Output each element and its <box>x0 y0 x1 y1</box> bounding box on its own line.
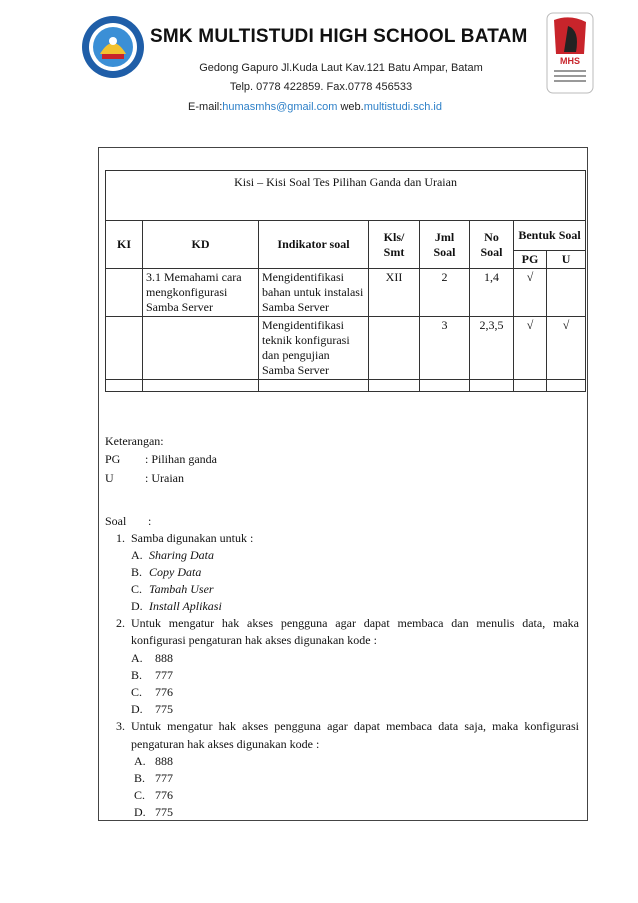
option-text: 777 <box>155 668 173 682</box>
option-text: Tambah User <box>149 582 214 596</box>
cell-no: 2,3,5 <box>470 317 514 380</box>
keterangan-code: PG <box>105 452 121 466</box>
option-text: 775 <box>155 805 173 819</box>
contact-line <box>0 101 634 113</box>
cell-kd <box>143 317 259 380</box>
cell-u: √ <box>547 317 586 380</box>
email-link[interactable]: humasmhs@gmail.com <box>222 101 338 113</box>
option-letter: C. <box>131 685 143 699</box>
cell-u <box>547 269 586 317</box>
option-letter: C. <box>134 788 146 802</box>
school-name-title: SMK MULTISTUDI HIGH SCHOOL BATAM <box>150 26 528 47</box>
question-number: 1. <box>116 531 125 545</box>
question-text: Untuk mengatur hak akses pengguna agar dapat membaca dan menulis data, maka <box>131 616 579 630</box>
header-ki: KI <box>106 221 143 269</box>
cell-kls: XII <box>369 269 420 317</box>
cell-indikator: Mengidentifikasi teknik konfigurasi dan pengujian Samba Server <box>259 317 369 380</box>
keterangan-desc: : Uraian <box>145 471 184 485</box>
table-row-empty <box>106 380 586 392</box>
cell-ki <box>106 317 143 380</box>
cell-pg: √ <box>514 317 547 380</box>
option-text: Install Aplikasi <box>149 599 222 613</box>
cell-indikator: Mengidentifikasi bahan untuk instalasi Samba Server <box>259 269 369 317</box>
option-letter: A. <box>131 548 143 562</box>
keterangan-title: Keterangan: <box>105 434 164 448</box>
option-letter: D. <box>131 702 143 716</box>
soal-colon: : <box>148 514 152 528</box>
option-letter: B. <box>131 668 143 682</box>
option-text: 888 <box>155 651 173 665</box>
cell-no: 1,4 <box>470 269 514 317</box>
header-u: U <box>547 251 586 269</box>
phone-line: Telp. 0778 422859. Fax.0778 456533 <box>229 81 413 93</box>
cell-jml: 2 <box>420 269 470 317</box>
option-letter: B. <box>131 565 143 579</box>
option-letter: A. <box>131 651 143 665</box>
keterangan-code: U <box>105 471 114 485</box>
option-letter: D. <box>131 599 143 613</box>
cell-pg: √ <box>514 269 547 317</box>
option-text: 776 <box>155 788 173 802</box>
header-indikator: Indikator soal <box>259 221 369 269</box>
question-number: 3. <box>116 719 125 733</box>
question-text: Untuk mengatur hak akses pengguna agar dapat membaca data saja, maka konfigurasi <box>131 719 579 733</box>
cell-jml: 3 <box>420 317 470 380</box>
option-text: Sharing Data <box>149 548 215 562</box>
header-no-soal: No Soal <box>470 221 514 269</box>
table-caption: Kisi – Kisi Soal Tes Pilihan Ganda dan Uraian <box>106 171 586 221</box>
table-row <box>106 269 586 317</box>
web-link[interactable]: multistudi.sch.id <box>363 101 442 113</box>
header-kls-smt: Kls/ Smt <box>369 221 420 269</box>
mhs-logo-text: MHS <box>560 56 580 66</box>
option-text: 775 <box>155 702 173 716</box>
question-text-cont: pengaturan hak akses digunakan kode : <box>131 737 320 751</box>
email-label: E-mail: <box>188 101 223 113</box>
question-text-cont: konfigurasi pengaturan hak akses digunakan kode : <box>131 633 377 647</box>
header-kd: KD <box>143 221 259 269</box>
option-letter: C. <box>131 582 143 596</box>
soal-label: Soal <box>105 514 127 528</box>
option-text: 776 <box>155 685 173 699</box>
cell-ki <box>106 269 143 317</box>
option-letter: B. <box>134 771 146 785</box>
cell-kls <box>369 317 420 380</box>
header-bentuk-soal: Bentuk Soal <box>514 221 586 251</box>
option-text: 888 <box>155 754 173 768</box>
header-jml-soal: Jml Soal <box>420 221 470 269</box>
question-number: 2. <box>116 616 125 630</box>
option-text: Copy Data <box>149 565 202 579</box>
header-pg: PG <box>514 251 547 269</box>
option-letter: A. <box>134 754 146 768</box>
option-text: 777 <box>155 771 173 785</box>
option-letter: D. <box>134 805 146 819</box>
cell-kd: 3.1 Memahami cara mengkonfigurasi Samba Server <box>143 269 259 317</box>
web-label: web. <box>340 101 364 113</box>
address-line: Gedong Gapuro Jl.Kuda Laut Kav.121 Batu Ampar, Batam <box>199 62 483 74</box>
keterangan-desc: : Pilihan ganda <box>145 452 217 466</box>
kisi-table <box>105 170 586 392</box>
table-row <box>106 317 586 380</box>
question-text: Samba digunakan untuk : <box>131 531 254 545</box>
